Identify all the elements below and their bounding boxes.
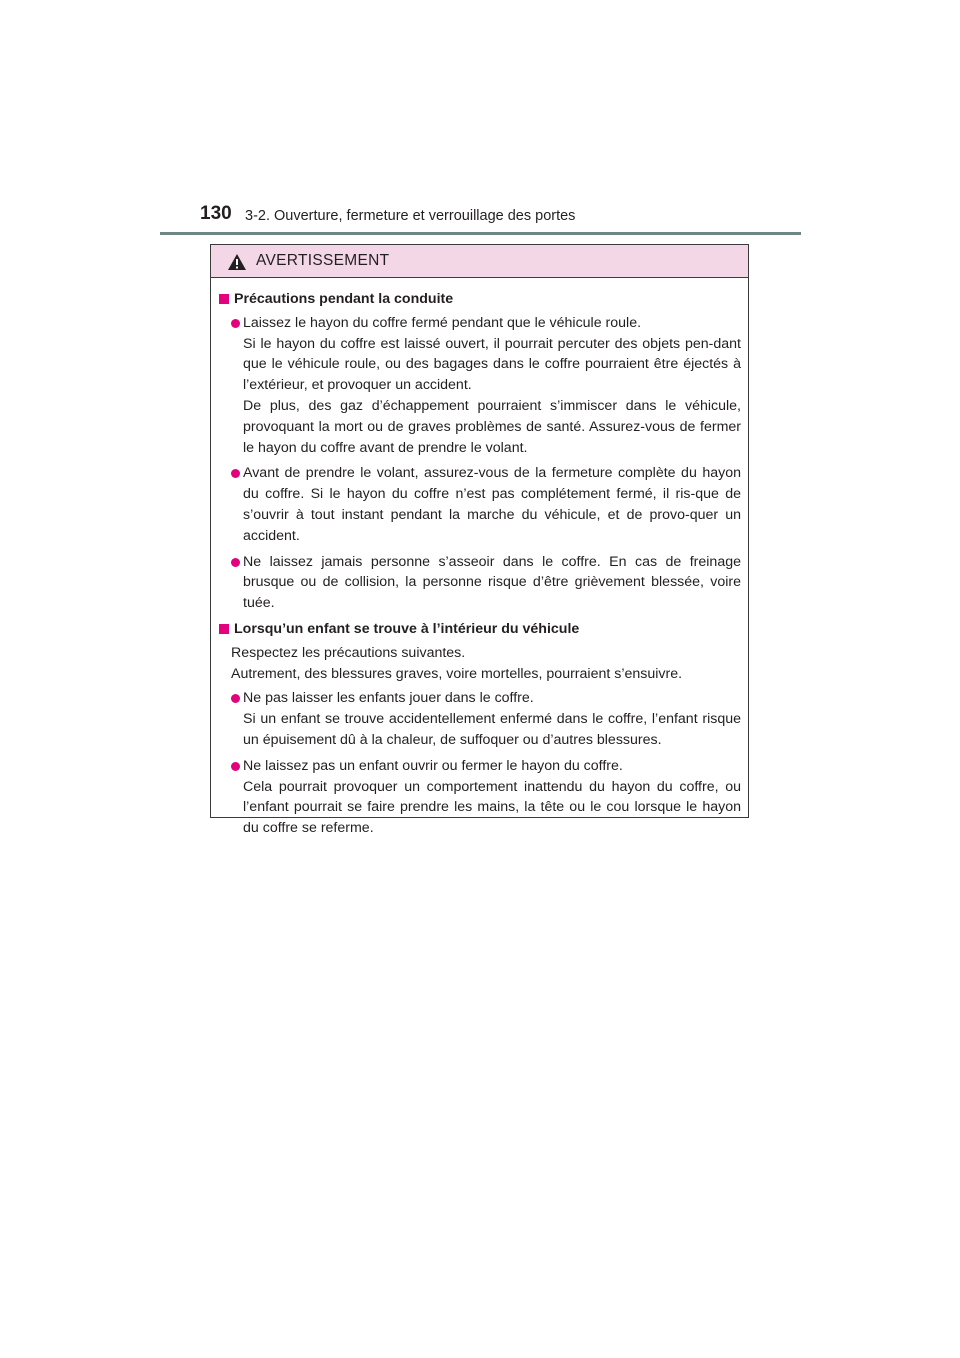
warning-title: AVERTISSEMENT — [256, 252, 390, 269]
warning-triangle-icon — [227, 253, 247, 271]
item-paragraph: Si un enfant se trouve accidentellement enfermé dans le coffre, l’enfant risque un épuisement dû à la chaleur, de suffoquer ou d’autres blessures. — [243, 711, 741, 748]
square-bullet-icon — [219, 294, 229, 304]
warning-section — [218, 619, 741, 839]
round-bullet-icon — [231, 558, 240, 567]
warning-item — [218, 313, 741, 459]
square-bullet-icon — [219, 624, 229, 634]
section-heading-text: Lorsqu’un enfant se trouve à l’intérieur du véhicule — [234, 620, 580, 637]
round-bullet-icon — [231, 762, 240, 771]
page-number: 130 — [200, 203, 232, 224]
header-rule — [160, 232, 801, 235]
warning-section — [218, 289, 741, 614]
section-title: 3-2. Ouverture, fermeture et verrouillage des portes — [245, 208, 576, 224]
intro-paragraph: Respectez les précautions suivantes. — [231, 644, 466, 661]
warning-item — [218, 688, 741, 750]
warning-item — [218, 552, 741, 614]
item-paragraph: Avant de prendre le volant, assurez-vous de la fermeture complète du hayon du coffre. Si le hayon du coffre n’est pas complétement fermé, il ris-que de s’ouvrir à tout instant pendant la marche du véhicule, et de provo-quer un accident. — [243, 465, 741, 544]
item-paragraph: Laissez le hayon du coffre fermé pendant que le véhicule roule. — [243, 314, 642, 331]
section-heading — [218, 289, 741, 310]
item-paragraph: Ne pas laisser les enfants jouer dans le coffre. — [243, 690, 534, 707]
intro-paragraph: Autrement, des blessures graves, voire mortelles, pourraient s’ensuivre. — [231, 665, 683, 682]
round-bullet-icon — [231, 469, 240, 478]
item-paragraph: Cela pourrait provoquer un comportement inattendu du hayon du coffre, ou l’enfant pourrait se faire prendre les mains, la tête ou le cou lorsque le hayon du coffre se referme. — [243, 778, 741, 837]
warning-item — [218, 463, 741, 546]
warning-header — [211, 245, 748, 278]
warning-box — [210, 244, 749, 837]
section-intro — [218, 643, 741, 685]
round-bullet-icon — [231, 694, 240, 703]
item-paragraph: Si le hayon du coffre est laissé ouvert, il pourrait percuter des objets pen-dant que le véhicule roule, ou des bagages dans le coffre pourraient être éjectés à l’extérieur, et provoquer un accident. — [243, 335, 741, 394]
item-paragraph: De plus, des gaz d’échappement pourraient s’immiscer dans le véhicule, provoquant la mort ou de graves problèmes de santé. Assurez-vous de fermer le hayon du coffre avant de prendre le volant. — [243, 397, 741, 456]
item-paragraph: Ne laissez jamais personne s’asseoir dans le coffre. En cas de freinage brusque ou de collision, la personne risque d’être grièvement blessée, voire tuée. — [243, 553, 741, 612]
page-header — [200, 203, 810, 233]
section-heading-text: Précautions pendant la conduite — [234, 291, 454, 307]
warning-body — [211, 278, 748, 839]
warning-item — [218, 756, 741, 839]
round-bullet-icon — [231, 319, 240, 328]
item-paragraph: Ne laissez pas un enfant ouvrir ou fermer le hayon du coffre. — [243, 757, 623, 774]
section-heading — [218, 619, 741, 640]
